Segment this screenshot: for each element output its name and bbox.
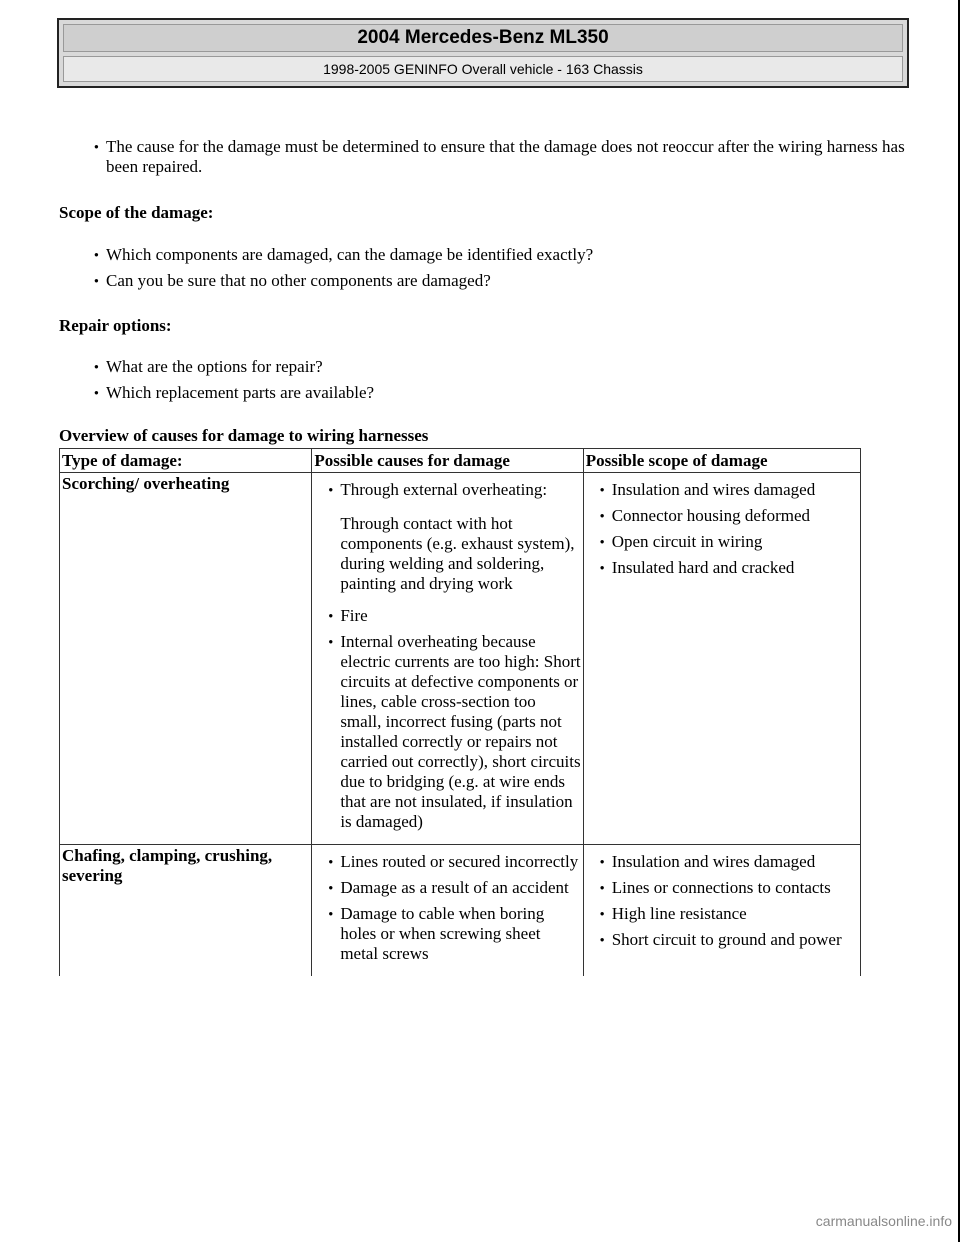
scope-heading: Scope of the damage: <box>59 203 214 222</box>
table-row <box>60 845 861 977</box>
list-item: ● Short circuit to ground and power <box>612 930 858 950</box>
list-item: ● What are the options for repair? <box>88 357 888 377</box>
watermark-footer: carmanualsonline.info <box>815 1213 952 1229</box>
column-header-type: Type of damage: <box>60 449 312 473</box>
list-item: ● Which replacement parts are available? <box>88 383 888 403</box>
table-header-row <box>60 449 861 473</box>
cell-scope <box>583 473 860 845</box>
damage-table <box>59 448 861 976</box>
list-item <box>340 480 580 594</box>
cell-causes <box>312 473 583 845</box>
list-item: ● Lines or connections to contacts <box>612 878 858 898</box>
scope-list-2 <box>88 271 888 291</box>
cell-type: Chafing, clamping, crushing, severing <box>60 845 312 977</box>
list-item: ● Fire <box>340 606 580 626</box>
list-item: ● Lines routed or secured incorrectly <box>340 852 580 872</box>
cell-scope <box>583 845 860 977</box>
causes-list <box>314 480 580 832</box>
column-header-causes: Possible causes for damage <box>312 449 583 473</box>
column-header-scope: Possible scope of damage <box>583 449 860 473</box>
list-item: ● High line resistance <box>612 904 858 924</box>
scope-list <box>88 245 888 265</box>
list-item: ● Insulation and wires damaged <box>612 852 858 872</box>
cause-subtext: Through contact with hot components (e.g. exhaust system), during welding and soldering, painting and drying work <box>340 514 575 593</box>
overview-heading: Overview of causes for damage to wiring harnesses <box>59 426 429 445</box>
document-title: 2004 Mercedes-Benz ML350 <box>63 24 903 52</box>
cause-text: Through external overheating: <box>340 480 548 499</box>
scope-damage-list <box>586 852 858 950</box>
document-subtitle: 1998-2005 GENINFO Overall vehicle - 163 Chassis <box>63 56 903 82</box>
repair-heading: Repair options: <box>59 316 172 335</box>
list-item: ● Which components are damaged, can the damage be identified exactly? <box>88 245 888 265</box>
cell-type: Scorching/ overheating <box>60 473 312 845</box>
table-row <box>60 473 861 845</box>
list-item: ● Open circuit in wiring <box>612 532 858 552</box>
list-item: ● Can you be sure that no other components are damaged? <box>88 271 888 291</box>
list-item: ● Internal overheating because electric currents are too high: Short circuits at defective components or lines, cable cross-section too small, incorrect fusing (parts not installed correctly or repairs not carried out correctly), short circuits due to bridging (e.g. at wire ends that are not insulated, if insulation is damaged) <box>340 632 580 832</box>
list-item: ● Insulated hard and cracked <box>612 558 858 578</box>
list-item: ● Insulation and wires damaged <box>612 480 858 500</box>
intro-bullet: ● The cause for the damage must be determined to ensure that the damage does not reoccur after the wiring harness has been repaired. <box>88 137 908 177</box>
document-header <box>57 18 909 88</box>
causes-list <box>314 852 580 964</box>
intro-list <box>88 137 908 177</box>
cell-causes <box>312 845 583 977</box>
repair-list <box>88 357 888 377</box>
list-item: ● Connector housing deformed <box>612 506 858 526</box>
list-item: ● Damage to cable when boring holes or when screwing sheet metal screws <box>340 904 580 964</box>
list-item: ● Damage as a result of an accident <box>340 878 580 898</box>
repair-list-2 <box>88 383 888 403</box>
scope-damage-list <box>586 480 858 578</box>
